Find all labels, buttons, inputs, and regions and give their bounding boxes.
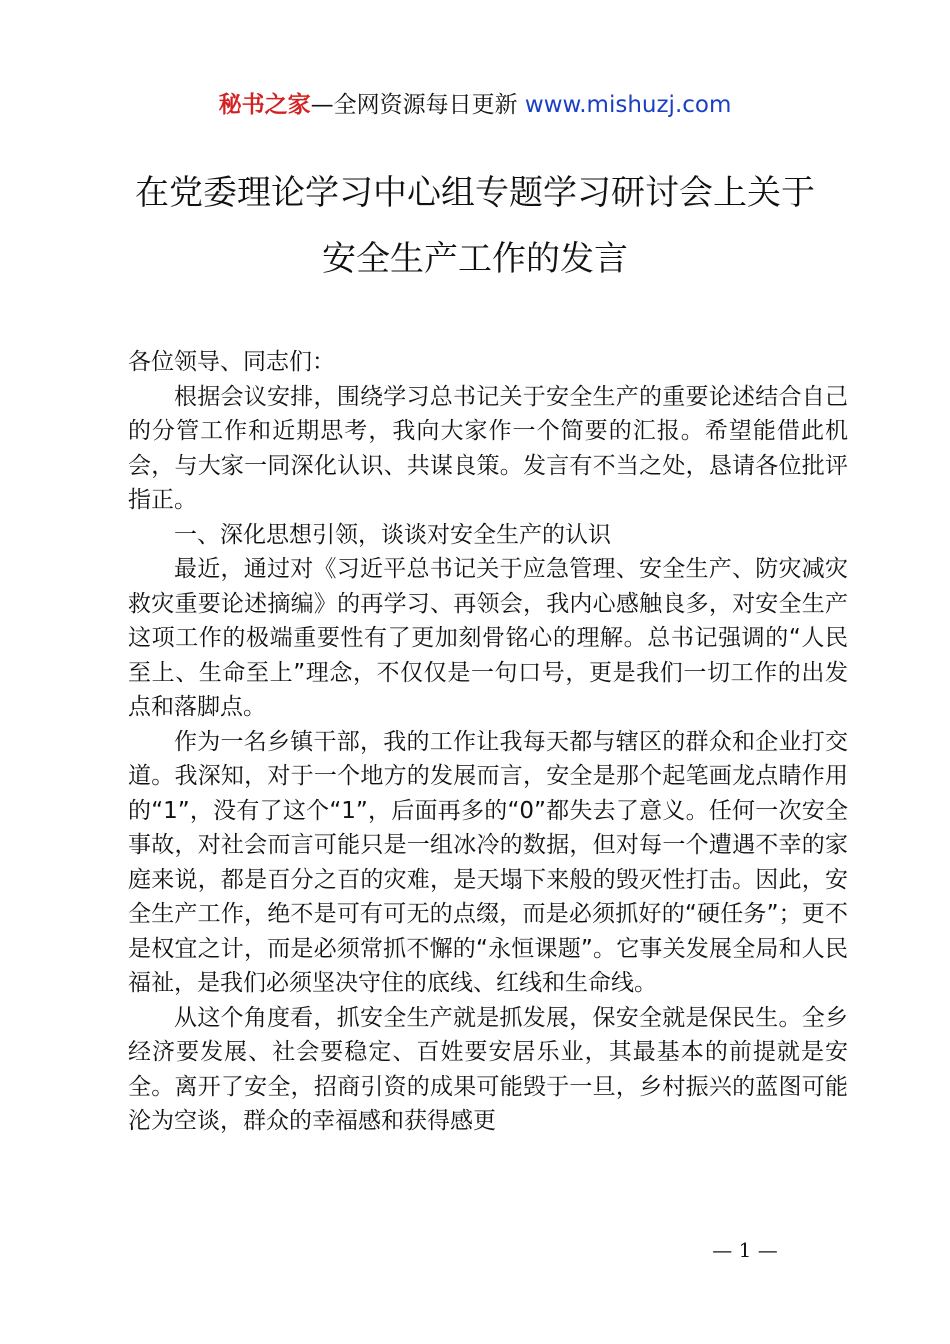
paragraph-development: 从这个角度看，抓安全生产就是抓发展，保安全就是保民生。全乡经济要发展、社会要稳定、百姓要安居乐业，其最基本的前提就是安全。离开了安全，招商引资的成果可能毁于一旦，乡村振兴的蓝图可能沦为空谈，群众的幸福感和获得感更 <box>128 1004 848 1134</box>
site-tagline: —全网资源每日更新 <box>310 92 525 118</box>
paragraph-intro: 根据会议安排，围绕学习总书记关于安全生产的重要论述结合自己的分管工作和近期思考，我向大家作一个简要的汇报。希望能借此机会，与大家一同深化认识、共谋良策。发言有不当之处，恳请各位批评指正。 <box>128 383 848 513</box>
salutation: 各位领导、同志们： <box>128 349 335 375</box>
paragraph-study: 最近，通过对《习近平总书记关于应急管理、安全生产、防灾减灾救灾重要论述摘编》的再学习、再领会，我内心感触良多，对安全生产这项工作的极端重要性有了更加刻骨铭心的理解。总书记强调的“人民至上、生命至上”理念，不仅仅是一句口号，更是我们一切工作的出发点和落脚点。 <box>128 556 848 720</box>
section-heading: 一、深化思想引领，谈谈对安全生产的认识 <box>174 521 611 548</box>
site-url-link[interactable]: www.mishuzj.com <box>524 92 732 118</box>
title-line-2: 安全生产工作的发言 <box>322 239 628 279</box>
document-title <box>60 160 890 292</box>
site-header <box>0 88 950 122</box>
document-body <box>128 345 848 1139</box>
site-brand: 秘书之家 <box>218 92 311 118</box>
paragraph-cadre: 作为一名乡镇干部，我的工作让我每天都与辖区的群众和企业打交道。我深知，对于一个地方的发展而言，安全是那个起笔画龙点睛作用的“1”，没有了这个“1”，后面再多的“0”都失去了意义。任何一次安全事故，对社会而言可能只是一组冰冷的数据，但对每一个遭遇不幸的家庭来说，都是百分之百的灾难，是天塌下来般的毁灭性打击。因此，安全生产工作，绝不是可有可无的点缀，而是必须抓好的“硬任务”；更不是权宜之计，而是必须常抓不懈的“永恒课题”。它事关发展全局和人民福祉，是我们必须坚决守住的底线、红线和生命线。 <box>128 728 848 996</box>
page-number: — 1 — <box>712 1238 778 1262</box>
title-line-1: 在党委理论学习中心组专题学习研讨会上关于 <box>135 173 815 213</box>
